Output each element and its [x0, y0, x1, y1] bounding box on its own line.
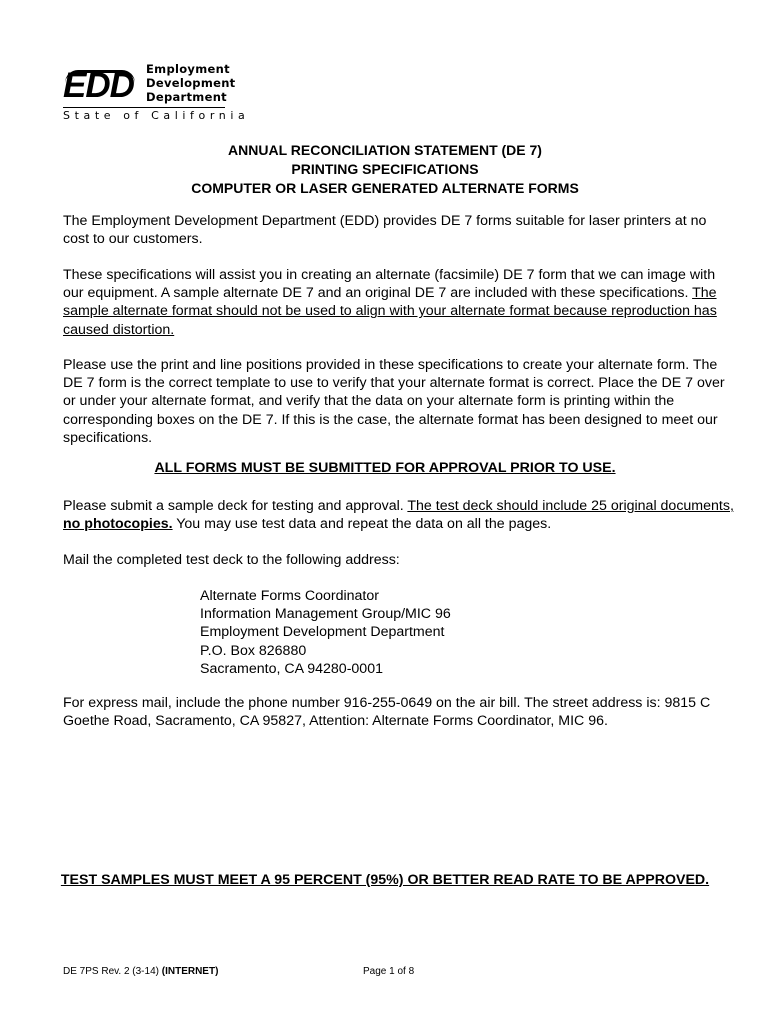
- paragraph-mail: Mail the completed test deck to the following address:: [63, 552, 400, 568]
- read-rate-notice: TEST SAMPLES MUST MEET A 95 PERCENT (95%) OR BETTER READ RATE TO BE APPROVED.: [60, 872, 710, 888]
- mailing-address: [200, 587, 451, 678]
- logo-line-1: Employment: [146, 62, 230, 76]
- title-line-1: ANNUAL RECONCILIATION STATEMENT (DE 7): [228, 142, 542, 158]
- address-line-4: P.O. Box 826880: [200, 642, 307, 659]
- title-line-2: PRINTING SPECIFICATIONS: [291, 161, 479, 177]
- paragraph-specifications-warning: The sample alternate format should not be used to align with your alternate format because reproduction has caused distortion.: [63, 285, 717, 338]
- paragraph-instructions: Please use the print and line positions provided in these specifications to create your alternate form. The DE 7 form is the correct template to use to verify that your alternate format is correct. Place the DE 7 over or under your alternate format, and verify that the data on your alternate form is printing within the corresponding boxes on the DE 7. If this is the case, the alternate format has been designed to meet our specifications.: [63, 357, 725, 446]
- logo-department-name: [146, 62, 235, 104]
- logo-state: State of California: [63, 109, 250, 122]
- document-title: [0, 141, 770, 198]
- edd-logo: [63, 62, 250, 124]
- logo-line-3: Department: [146, 90, 227, 104]
- paragraph-test-deck-no-photocopies: no photocopies.: [63, 516, 173, 533]
- logo-mark: EDD: [63, 66, 134, 105]
- paragraph-specifications-text: These specifications will assist you in creating an alternate (facsimile) DE 7 form that we can image with our equipment. A sample alternate DE 7 and an original DE 7 are included with these specifications.: [63, 267, 716, 302]
- address-line-2: Information Management Group/MIC 96: [200, 606, 451, 623]
- paragraph-test-deck-tail: You may use test data and repeat the data on all the pages.: [172, 516, 552, 533]
- paragraph-intro: The Employment Development Department (EDD) provides DE 7 forms suitable for laser printers at no cost to our customers.: [63, 213, 707, 248]
- logo-rule: [63, 107, 225, 108]
- footer-form-tag: (INTERNET): [161, 966, 219, 977]
- logo-line-2: Development: [146, 76, 236, 90]
- footer-page-number: Page 1 of 8: [363, 966, 415, 977]
- paragraph-test-deck-text: Please submit a sample deck for testing and approval.: [63, 498, 408, 514]
- address-line-1: Alternate Forms Coordinator: [200, 588, 379, 604]
- footer-form-number: DE 7PS Rev. 2 (3-14): [63, 966, 162, 977]
- paragraph-specifications: [63, 266, 735, 339]
- approval-notice: ALL FORMS MUST BE SUBMITTED FOR APPROVAL PRIOR TO USE.: [154, 460, 616, 476]
- footer-form-id: [63, 966, 218, 977]
- address-line-3: Employment Development Department: [200, 624, 445, 641]
- paragraph-express-mail: For express mail, include the phone number 916-255-0649 on the air bill. The street address is: 9815 C Goethe Road, Sacramento, CA 95827, Attention: Alternate Forms Coordinator, MIC 96.: [63, 695, 711, 730]
- title-line-3: COMPUTER OR LASER GENERATED ALTERNATE FORMS: [191, 180, 579, 196]
- paragraph-test-deck: [63, 497, 735, 533]
- paragraph-test-deck-requirement: The test deck should include 25 original documents,: [407, 498, 734, 514]
- address-line-5: Sacramento, CA 94280-0001: [200, 660, 383, 677]
